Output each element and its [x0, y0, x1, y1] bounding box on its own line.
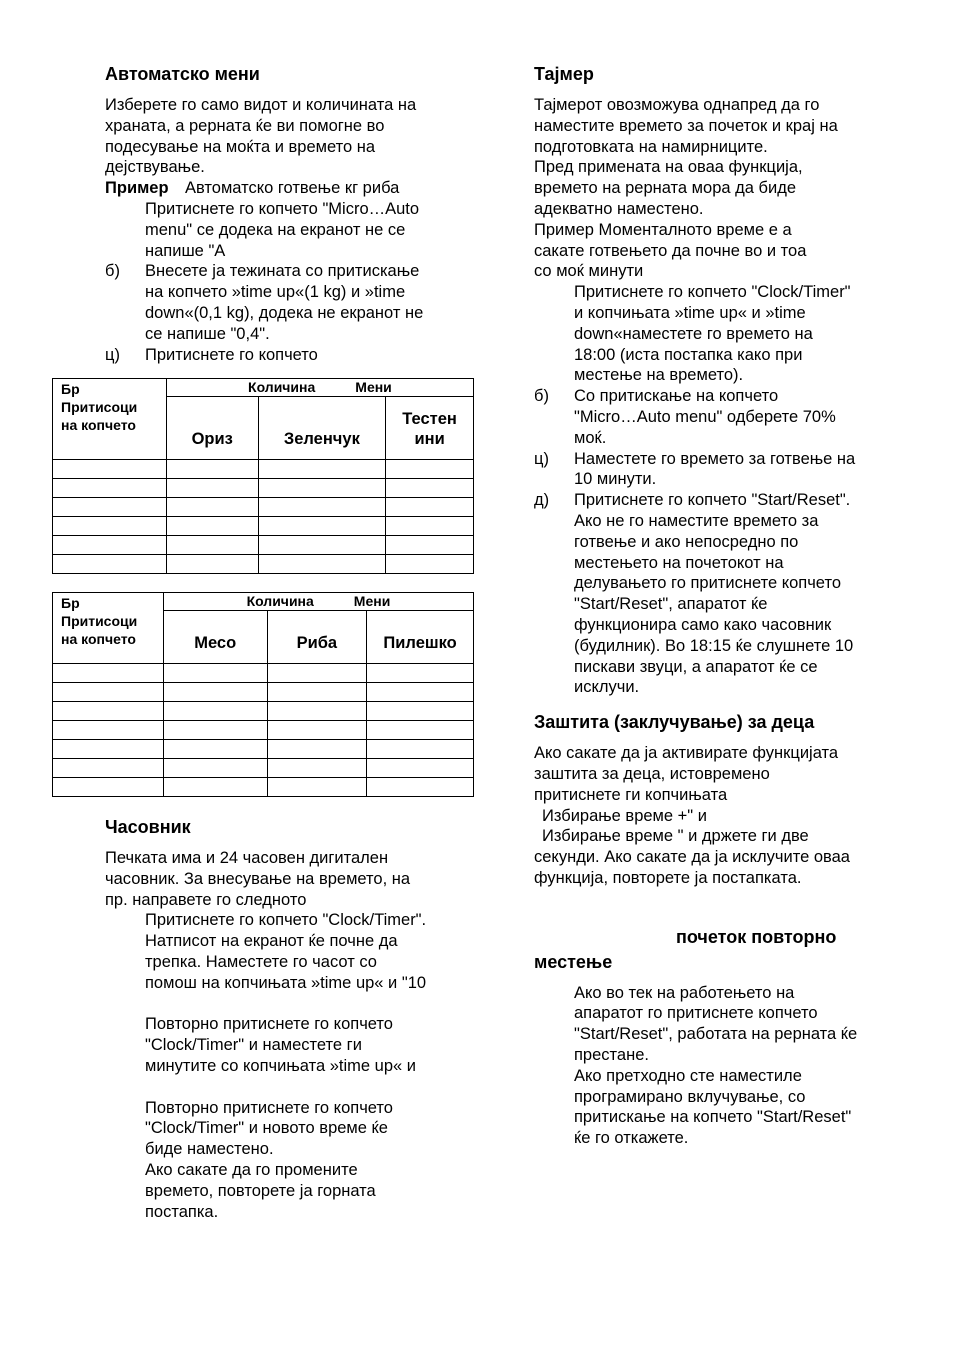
table-cell: [258, 460, 386, 479]
table1-presses-header: Бр Притисоци на копчето: [53, 379, 167, 460]
timer-step-c-label: ц): [534, 449, 549, 468]
table-cell: [166, 536, 258, 555]
table-cell: [267, 778, 367, 797]
timer-heading: Тајмер: [534, 64, 594, 84]
table-cell: [53, 460, 167, 479]
table-row: [53, 740, 474, 759]
table2-col-chicken: Пилешко: [367, 611, 474, 664]
table-cell: [386, 517, 474, 536]
timer-intro: Тајмерот овозможува однапред да го наместите времето за почеток и крај на подготовката на намирниците. Пред примената на оваа функција, времето на рерната мора да биде адекватно наместено.: [534, 96, 838, 218]
table-cell: [166, 517, 258, 536]
table-cell: [386, 479, 474, 498]
table-cell: [386, 536, 474, 555]
table2-menu-label: Мени: [353, 593, 391, 609]
table-cell: [53, 664, 164, 683]
table-cell: [386, 498, 474, 517]
table-cell: [386, 555, 474, 574]
table1-menu-label: Мени: [355, 379, 392, 395]
table-cell: [163, 664, 267, 683]
table-cell: [53, 721, 164, 740]
table-cell: [367, 721, 474, 740]
table-cell: [267, 721, 367, 740]
table-cell: [386, 460, 474, 479]
restart-heading-1: почеток повторно: [676, 926, 837, 947]
right-column: [534, 62, 904, 1149]
clock-section: [105, 815, 485, 1222]
restart-heading-2: местење: [534, 951, 613, 972]
auto-menu-step-c: [105, 345, 485, 366]
table-cell: [258, 517, 386, 536]
table-row: [53, 555, 474, 574]
timer-step-d: [534, 490, 904, 698]
table-cell: [267, 702, 367, 721]
table1-col-vegetables: Зеленчук: [258, 397, 386, 460]
table-row: [53, 498, 474, 517]
table-cell: [163, 683, 267, 702]
table-cell: [166, 555, 258, 574]
table2-quantity-label: Количина: [246, 593, 314, 609]
table-cell: [53, 759, 164, 778]
table-cell: [367, 759, 474, 778]
table-cell: [367, 683, 474, 702]
table-row: [53, 536, 474, 555]
clock-heading: Часовник: [105, 817, 191, 837]
table-cell: [53, 683, 164, 702]
menu-table-2: [52, 592, 474, 797]
table-cell: [166, 479, 258, 498]
table2-col-meat: Месо: [163, 611, 267, 664]
table-cell: [163, 702, 267, 721]
table-cell: [163, 778, 267, 797]
table-row: [53, 759, 474, 778]
child-lock-text-1: Ако сакате да ја активирате функцијата заштита за деца, истовремено притиснете ги копчињата: [534, 744, 839, 804]
table-cell: [258, 498, 386, 517]
example-text: Автоматско готвење кг риба: [185, 179, 400, 198]
auto-menu-step-b: [105, 261, 485, 344]
auto-menu-step-a: [105, 199, 485, 261]
timer-step-c-text: Наместете го времето за готвење на 10 минути.: [574, 449, 856, 489]
table1-quantity-label: Количина: [248, 379, 316, 395]
table2-col-fish: Риба: [267, 611, 367, 664]
step-a-text: Притиснете го копчето "Micro…Auto menu" се додека на екранот не се напише "А: [145, 199, 420, 260]
table-cell: [258, 479, 386, 498]
table-cell: [53, 517, 167, 536]
table1-col-pasta: Тестен ини: [386, 397, 474, 460]
timer-step-b-label: б): [534, 387, 549, 406]
table-row: [53, 778, 474, 797]
step-b-text: Внесете ја тежината со притискање на копчето »time up«(1 kg) и »time down«(0,1 kg), додека не екранот не се напише "0,4".: [145, 262, 424, 343]
auto-menu-intro: Изберете го само видот и количината на храната, а рерната ќе ви помогне во подесување на моќта и времето на дејствување.: [105, 96, 417, 177]
table-cell: [53, 702, 164, 721]
table-cell: [53, 555, 167, 574]
child-lock-text-4: секунди. Ако сакате да ја исклучите оваа функција, повторете ја постапката.: [534, 848, 850, 887]
table2-quantity-menu-header: [163, 593, 473, 611]
timer-step-d-text: Притиснете го копчето "Start/Reset". Ако не го наместите времето за готвење и ако непосредно по местењето на почетокот на делувањето го притиснете копчето "Start/Reset", апаратот ќе функционира само како часовник (будилник). Во 18:15 ќе слушнете 10 пискави звуци, а апаратот ќе се исклучи.: [574, 491, 854, 697]
table-cell: [258, 555, 386, 574]
clock-intro: Печката има и 24 часовен дигитален часовник. За внесување на времето, на пр. направете го следното: [105, 849, 411, 909]
table-row: [53, 460, 474, 479]
clock-step-2: Повторно притиснете го копчето "Clock/Timer" и наместете ги минутите со копчињата »time up« и: [145, 1015, 416, 1075]
table-cell: [367, 702, 474, 721]
table-cell: [267, 759, 367, 778]
table-cell: [267, 740, 367, 759]
step-c-label: ц): [105, 345, 120, 364]
table2-presses-header: Бр Притисоци на копчето: [53, 593, 164, 664]
menu-table-1: [52, 378, 474, 574]
timer-step-a: [534, 282, 904, 386]
table-cell: [53, 778, 164, 797]
child-lock-text-3: Избирање време " и држете ги две: [542, 827, 809, 846]
table-cell: [53, 479, 167, 498]
table-row: [53, 479, 474, 498]
table-cell: [258, 536, 386, 555]
timer-step-d-label: д): [534, 491, 550, 510]
left-column: [105, 62, 485, 365]
table-cell: [367, 740, 474, 759]
table-cell: [163, 721, 267, 740]
table-row: [53, 517, 474, 536]
auto-menu-heading: Автоматско мени: [105, 64, 260, 84]
table-cell: [267, 683, 367, 702]
table-cell: [367, 778, 474, 797]
timer-step-c: [534, 449, 904, 491]
table-cell: [166, 460, 258, 479]
table-row: [53, 702, 474, 721]
timer-step-a-text: Притиснете го копчето "Clock/Timer" и копчињата »time up« и »time down«наместете го времето на 18:00 (иста постапка како при местење на времето).: [574, 283, 851, 385]
table-row: [53, 683, 474, 702]
table-cell: [163, 740, 267, 759]
table-row: [53, 664, 474, 683]
table-cell: [267, 664, 367, 683]
table-row: [53, 721, 474, 740]
child-lock-text-2: Избирање време +" и: [542, 806, 707, 825]
step-b-label: б): [105, 262, 120, 281]
table-cell: [53, 498, 167, 517]
step-c-text: Притиснете го копчето: [145, 345, 318, 364]
child-lock-heading: Заштита (заклучување) за деца: [534, 712, 815, 733]
table-cell: [53, 536, 167, 555]
table-cell: [163, 759, 267, 778]
timer-step-b-text: Со притискање на копчето "Micro…Auto menu" одберете 70% моќ.: [574, 387, 836, 447]
timer-step-b: [534, 386, 904, 448]
auto-menu-example: [105, 178, 485, 199]
table-cell: [166, 498, 258, 517]
table-cell: [53, 740, 164, 759]
clock-step-3: Повторно притиснете го копчето "Clock/Timer" и новото време ќе биде наместено. Ако сакате да го промените времето, повторете ја горната постапка.: [145, 1098, 393, 1221]
timer-example-2: сакате готвењето да почне во и тоа: [534, 241, 807, 260]
timer-example-3: со моќ минути: [534, 262, 644, 281]
clock-step-1: Притиснете го копчето "Clock/Timer". Натписот на екранот ќе почне да трепка. Наместете го часот со помош на копчињата »time up« и "10: [145, 911, 427, 992]
table1-col-rice: Ориз: [166, 397, 258, 460]
restart-text: Ако во тек на работењето на апаратот го притиснете копчето "Start/Reset", работата на рерната ќе престане. Ако претходно сте наместиле програмирано вклучување, со притискање на копчето "Start/Reset" ќе го откажете.: [574, 983, 858, 1148]
example-label: Пример: [105, 179, 169, 198]
table1-quantity-menu-header: [166, 379, 473, 397]
timer-example-1: Пример Моменталното време е а: [534, 220, 792, 239]
table-cell: [367, 664, 474, 683]
